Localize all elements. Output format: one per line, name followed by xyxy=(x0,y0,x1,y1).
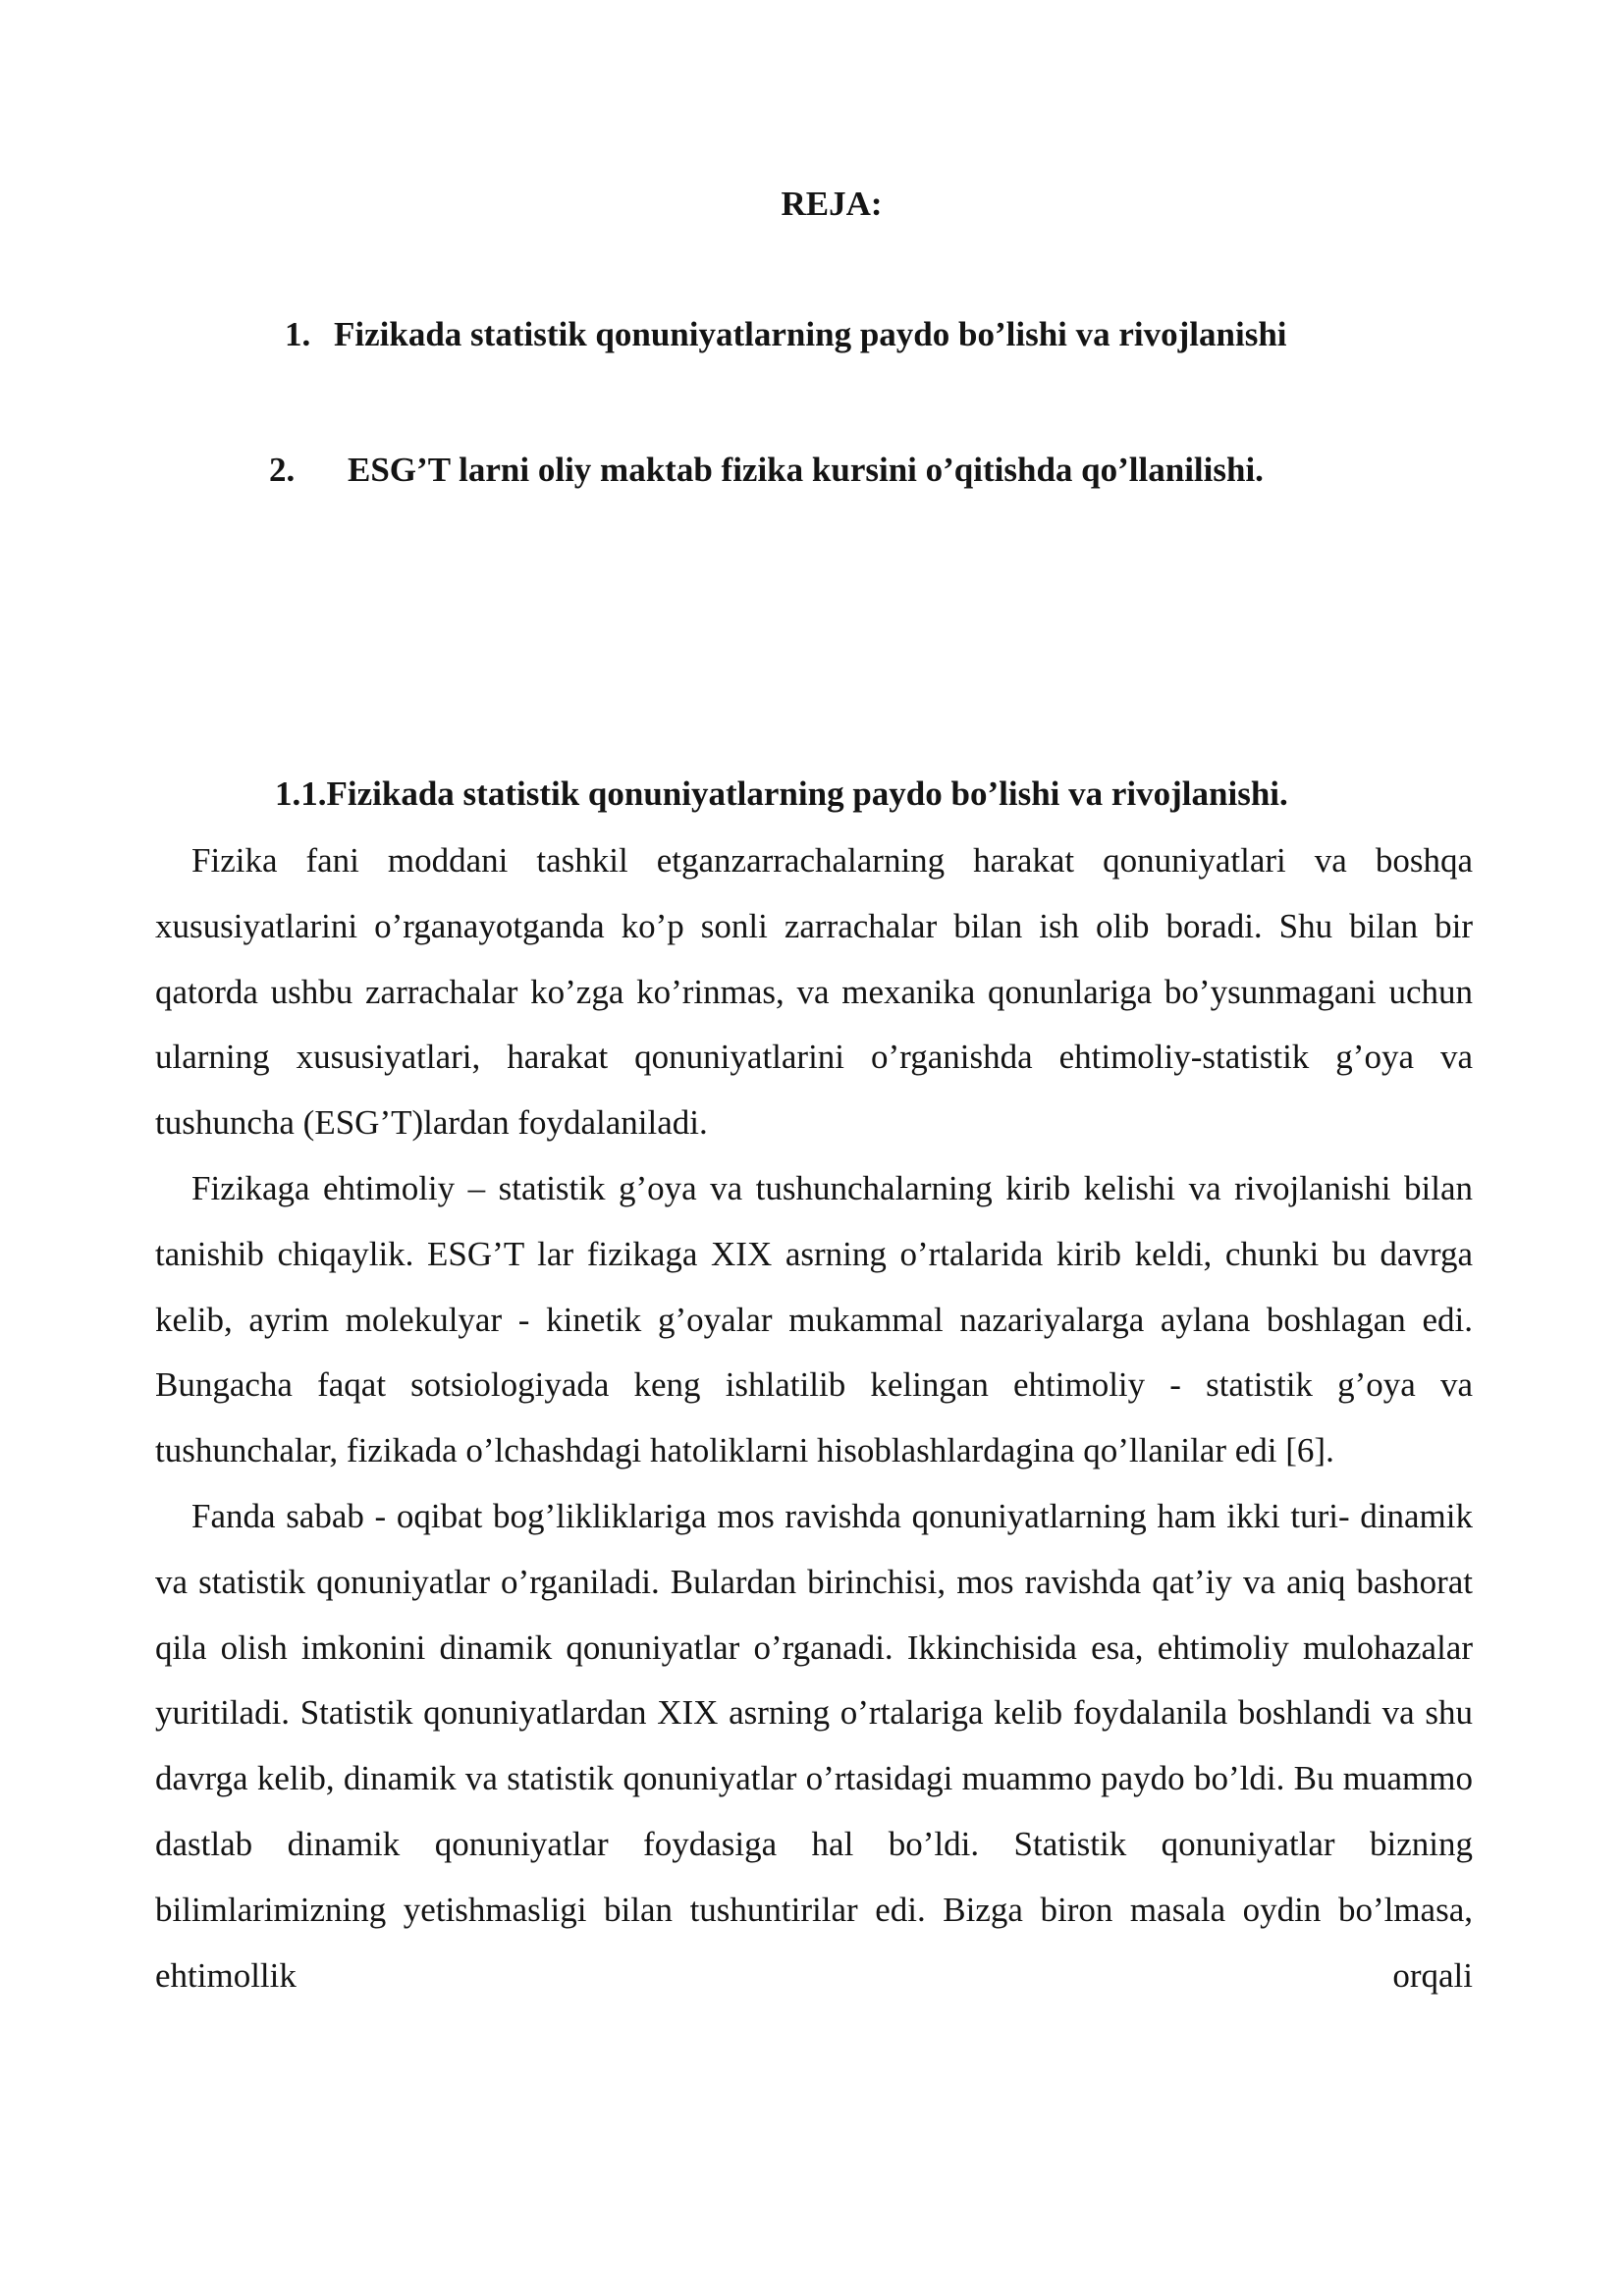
section-heading: 1.1.Fizikada statistik qonuniyatlarning paydo bo’lishi va rivojlanishi. xyxy=(275,774,1288,813)
plan-item xyxy=(269,448,1264,493)
paragraph: Fanda sabab - oqibat bog’likliklariga mos ravishda qonuniyatlarning ham ikki turi- dinamik va statistik qonuniyatlar o’rganiladi. Bulardan birinchisi, mos ravishda qat’iy va aniq bashorat qila olish imkonini dinamik qonuniyatlar o’rganadi. Ikkinchisida esa, ehtimoliy mulohazalar yuritiladi. Statistik qonuniyatlardan XIX asrning o’rtalariga kelib foydalanila boshlandi va shu davrga kelib, dinamik va statistik qonuniyatlar o’rtasidagi muammo paydo bo’ldi. Bu muammo dastlab dinamik qonuniyatlar foydasiga hal bo’ldi. Statistik qonuniyatlar bizning bilimlarimizning yetishmasligi bilan tushuntirilar edi. Bizga biron masala oydin bo’lmasa, ehtimollik orqali xyxy=(155,1496,1473,1995)
body-text xyxy=(155,828,1473,2008)
plan-item-text: ESG’T larni oliy maktab fizika kursini o’qitishda qo’llanilishi. xyxy=(348,451,1264,489)
plan-item-number: 2. xyxy=(269,451,296,489)
plan-title: REJA: xyxy=(781,185,883,223)
plan-item-text: Fizikada statistik qonuniyatlarning paydo bo’lishi va rivojlanishi xyxy=(334,315,1287,353)
plan-item-number: 1. xyxy=(285,315,311,353)
paragraph: Fizikaga ehtimoliy – statistik g’oya va tushunchalarning kirib kelishi va rivojlanishi bilan tanishib chiqaylik. ESG’T lar fizikaga XIX asrning o’rtalarida kirib keldi, chunki bu davrga kelib, ayrim molekulyar - kinetik g’oyalar mukammal nazariyalarga aylana boshlagan edi. Bungacha faqat sotsiologiyada keng ishlatilib kelingan ehtimoliy - statistik g’oya va tushunchalar, fizikada o’lchashdagi hatoliklarni hisoblashlardagina qo’llanilar edi [6]. xyxy=(155,1168,1473,1470)
plan-item xyxy=(285,312,1287,357)
paragraph: Fizika fani moddani tashkil etganzarrachalarning harakat qonuniyatlari va boshqa xususiyatlarini o’rganayotganda ko’p sonli zarrachalar bilan ish olib boradi. Shu bilan bir qatorda ushbu zarrachalar ko’zga ko’rinmas, va mexanika qonunlariga bo’ysunmagani uchun ularning xususiyatlari, harakat qonuniyatlarini o’rganishda ehtimoliy-statistik g’oya va tushuncha (ESG’T)lardan foydalaniladi. xyxy=(155,841,1473,1143)
